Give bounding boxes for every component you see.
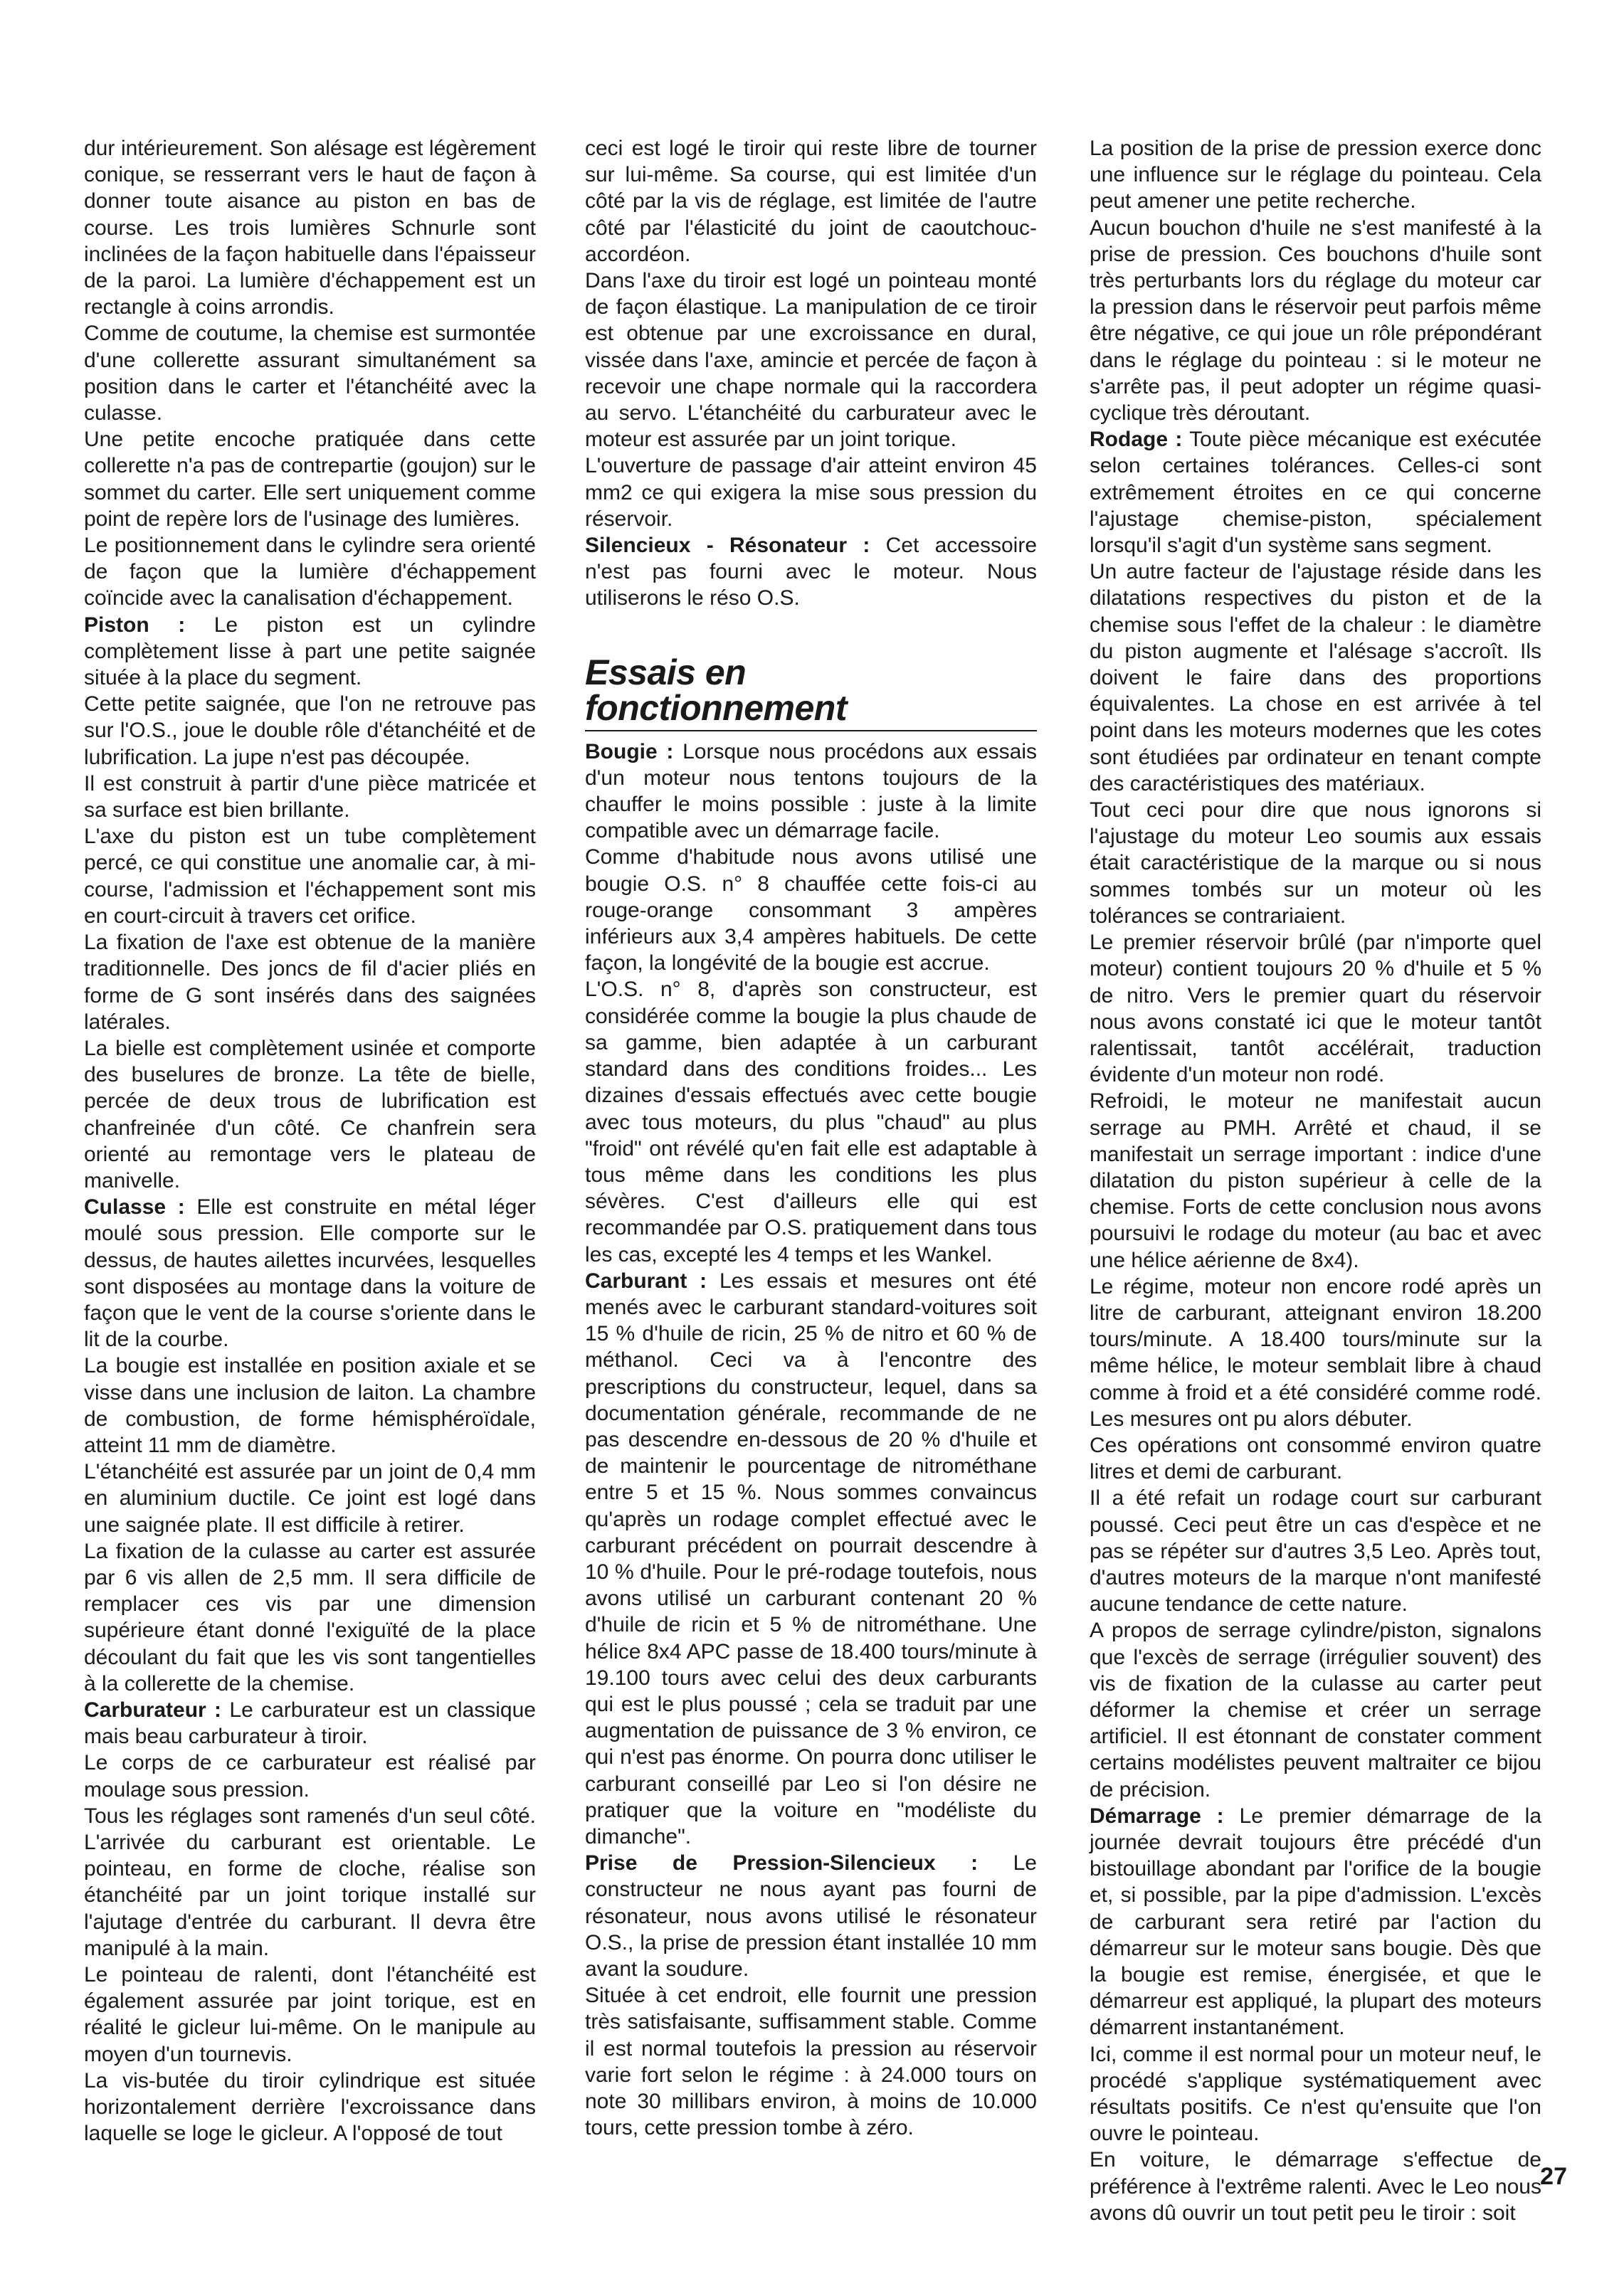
paragraph: Comme d'habitude nous avons utilisé une bougie O.S. n° 8 chauffée cette fois-ci au rouge-orange consommant 3 ampères inférieurs aux 3,4 ampères habituels. De cette façon, la longévité de la bougie est accrue.	[585, 845, 1037, 975]
paragraph-rodage	[1090, 426, 1541, 559]
paragraph-text: Lorsque nous procédons aux essais d'un moteur nous tentons toujours de la chauffer le moins possible : juste à la limite compatible avec un démarrage facile.	[585, 739, 1037, 843]
lead-in-demarrage: Démarrage :	[1090, 1804, 1224, 1828]
paragraph: L'ouverture de passage d'air atteint environ 45 mm2 ce qui exigera la mise sous pression du réservoir.	[585, 454, 1037, 531]
paragraph-piston	[84, 612, 536, 692]
paragraph-carburant	[585, 1268, 1037, 1850]
text-column-3	[1090, 135, 1541, 2226]
paragraph: Un autre facteur de l'ajustage réside dans les dilatations respectives du piston et de la chemise sous l'effet de la chaleur : le diamètre du piston augmente et l'alésage s'accroît. Ils doivent le faire dans des proportions équivalentes. La chose en est arrivée à tel point dans les moteurs modernes que les cotes sont étudiées par ordinateur en tenant compte des caractéristiques des matériaux.	[1090, 560, 1541, 795]
lead-in-silencieux: Silencieux - Résonateur :	[585, 534, 870, 558]
paragraph: Cette petite saignée, que l'on ne retrouve pas sur l'O.S., joue le double rôle d'étanchéité et de lubrification. La jupe n'est pas découpée.	[84, 692, 536, 769]
paragraph-text: Le carburateur est un classique mais beau carburateur à tiroir.	[84, 1698, 536, 1749]
text-column-1	[84, 135, 536, 2147]
paragraph: La position de la prise de pression exerce donc une influence sur le réglage du pointeau. Cela peut amener une petite recherche.	[1090, 137, 1541, 213]
text-column-2	[585, 135, 1037, 2141]
heading-line-2: fonctionnement	[585, 687, 847, 728]
paragraph: La bougie est installée en position axiale et se visse dans une inclusion de laiton. La chambre de combustion, de forme hémisphéroïdale, atteint 11 mm de diamètre.	[84, 1354, 536, 1457]
paragraph: Le pointeau de ralenti, dont l'étanchéité est également assurée par joint torique, est en réalité le gicleur lui-même. On le manipule au moyen d'un tournevis.	[84, 1963, 536, 2066]
lead-in-carburateur: Carburateur :	[84, 1698, 222, 1722]
lead-in-rodage: Rodage :	[1090, 428, 1183, 452]
paragraph: Dans l'axe du tiroir est logé un pointeau monté de façon élastique. La manipulation de ce tiroir est obtenue par une excroissance en dural, vissée dans l'axe, amincie et percée de façon à recevoir une chape normale qui la raccordera au servo. L'étanchéité du carburateur avec le moteur est assurée par un joint torique.	[585, 269, 1037, 452]
paragraph-text: Cet accessoire n'est pas fourni avec le moteur. Nous utiliserons le réso O.S.	[585, 534, 1038, 610]
paragraph: Tout ceci pour dire que nous ignorons si l'ajustage du moteur Leo soumis aux essais était caractéristique de la marque ou si nous sommes tombés sur un moteur où les tolérances se contrariaient.	[1090, 798, 1541, 928]
paragraph-text: Toute pièce mécanique est exécutée selon certaines tolérances. Celles-ci sont extrêmement étroites en ce qui concerne l'ajustage chemise-piston, spécialement lorsqu'il s'agit d'un système sans segment.	[1090, 428, 1542, 558]
paragraph: Il a été refait un rodage court sur carburant poussé. Ceci peut être un cas d'espèce et ne pas se répéter sur d'autres 3,5 Leo. Après tout, d'autres moteurs de la marque n'ont manifesté aucune tendance de cette nature.	[1090, 1486, 1541, 1617]
lead-in-prise-de-pression: Prise de Pression-Silencieux :	[585, 1851, 979, 1876]
heading-line-1: Essais en	[585, 652, 747, 692]
paragraph: La fixation de l'axe est obtenue de la manière traditionnelle. Des joncs de fil d'acier pliés en forme de G sont insérés dans des saignées latérales.	[84, 931, 536, 1034]
paragraph: Tous les réglages sont ramenés d'un seul côté. L'arrivée du carburant est orientable. Le pointeau, en forme de cloche, réalise son étanchéité par un joint torique installé sur l'ajutage d'entrée du carburant. Il devra être manipulé à la main.	[84, 1804, 536, 1960]
paragraph: En voiture, le démarrage s'effectue de préférence à l'extrême ralenti. Avec le Leo nous avons dû ouvrir un tout petit peu le tiroir : soit	[1090, 2148, 1541, 2225]
paragraph-prise-de-pression	[585, 1850, 1037, 1982]
paragraph-text: Elle est construite en métal léger moulé sous pression. Elle comporte sur le dessus, de hautes ailettes incurvées, lesquelles sont disposées au montage dans la voiture de façon que le vent de la course s'oriente dans le lit de la courbe.	[84, 1195, 536, 1352]
page-number: 27	[1540, 2163, 1567, 2190]
paragraph-demarrage	[1090, 1803, 1541, 2041]
paragraph: L'O.S. n° 8, d'après son constructeur, est considérée comme la bougie la plus chaude de sa gamme, bien adaptée à un carburant standard dans des conditions froides... Les dizaines d'essais effectués avec cette bougie avec tous moteurs, du plus "chaud" au plus "froid" ont révélé qu'en fait elle est adaptable à tous même dans les conditions les plus sévères. C'est d'ailleurs elle qui est recommandée par O.S. pratiquement dans tous les cas, excepté les 4 temps et les Wankel.	[585, 978, 1037, 1266]
paragraph: Comme de coutume, la chemise est surmontée d'une collerette assurant simultanément sa position dans le carter et l'étanchéité avec la culasse.	[84, 322, 536, 425]
paragraph: L'axe du piston est un tube complètement percé, ce qui constitue une anomalie car, à mi-course, l'admission et l'échappement sont mis en court-circuit à travers cet orifice.	[84, 825, 536, 928]
paragraph: La vis-butée du tiroir cylindrique est située horizontalement derrière l'excroissance dans laquelle se loge le gicleur. A l'opposé de tout	[84, 2068, 536, 2146]
paragraph: Le régime, moteur non encore rodé après un litre de carburant, atteignant environ 18.200 tours/minute. A 18.400 tours/minute sur la même hélice, le moteur semblait libre à chaud comme à froid et a été considéré comme rodé. Les mesures ont pu alors débuter.	[1090, 1274, 1541, 1431]
lead-in-carburant: Carburant :	[585, 1269, 707, 1293]
paragraph-text: Le piston est un cylindre complètement lisse à part une petite saignée située à la place du segment.	[84, 613, 536, 690]
paragraph: Refroidi, le moteur ne manifestait aucun serrage au PMH. Arrêté et chaud, il se manifestait un serrage important : indice d'une dilatation du piston supérieur à celle de la chemise. Forts de cette conclusion nous avons poursuivi le rodage du moteur (au bac et avec une hélice aérienne de 8x4).	[1090, 1089, 1541, 1272]
paragraph: Située à cet endroit, elle fournit une pression très satisfaisante, suffisamment stable. Comme il est normal toutefois la pression au réservoir varie fort selon le régime : à 24.000 tours on note 30 millibars environ, à moins de 10.000 tours, cette pression tombe à zéro.	[585, 1984, 1037, 2140]
section-heading	[585, 652, 1037, 731]
lead-in-piston: Piston :	[84, 613, 186, 637]
paragraph: Aucun bouchon d'huile ne s'est manifesté à la prise de pression. Ces bouchons d'huile sont très perturbants lors du réglage du moteur car la pression dans le réservoir peut parfois même être négative, ce qui joue un rôle prépondérant dans le réglage du pointeau : si le moteur ne s'arrête pas, il peut adopter un régime quasi-cyclique très déroutant.	[1090, 216, 1541, 425]
paragraph: Une petite encoche pratiquée dans cette collerette n'a pas de contrepartie (goujon) sur le sommet du carter. Elle sert uniquement comme point de repère lors de l'usinage des lumières.	[84, 428, 536, 531]
paragraph-text: Les essais et mesures ont été menés avec le carburant standard-voitures soit 15 % d'huile de ricin, 25 % de nitro et 60 % de méthanol. Ceci va à l'encontre des prescriptions du constructeur, lequel, dans sa documentation générale, recommande de ne pas descendre en-dessous de 20 % d'huile et de maintenir le pourcentage de nitrométhane entre 5 et 15 %. Nous sommes convaincus qu'après un rodage complet effectué avec le carburant précédent on pourrait descendre à 10 % d'huile. Pour le pré-rodage toutefois, nous avons utilisé un carburant contenant 20 % d'huile de ricin et 5 % de nitrométhane. Une hélice 8x4 APC passe de 18.400 tours/minute à 19.100 tours avec celui des deux carburants qui est le plus poussé ; cela se traduit par une augmentation de puissance de 3 % environ, ce qui n'est pas énorme. On pourra donc utiliser le carburant conseillé par Leo si l'on désire ne pratiquer que la voiture en "modéliste du dimanche".	[585, 1269, 1037, 1848]
paragraph: L'étanchéité est assurée par un joint de 0,4 mm en aluminium ductile. Ce joint est logé dans une saignée plate. Il est difficile à retirer.	[84, 1460, 536, 1537]
paragraph-carburateur	[84, 1697, 536, 1750]
paragraph: dur intérieurement. Son alésage est légèrement conique, se resserrant vers le haut de façon à donner toute aisance au piston en bas de course. Les trois lumières Schnurle sont inclinées de la façon habituelle dans l'épaisseur de la paroi. La lumière d'échappement est un rectangle à coins arrondis.	[84, 137, 536, 319]
paragraph-text: Le premier démarrage de la journée devrait toujours être précédé d'un bistouillage abondant par l'orifice de la bougie et, si possible, par la pipe d'admission. L'excès de carburant sera retiré par l'action du démarreur sur le moteur sans bougie. Dès que la bougie est remise, énergisée, et que le démarreur est appliqué, la plupart des moteurs démarrent instantanément.	[1090, 1804, 1542, 2040]
paragraph-silencieux	[585, 532, 1037, 612]
paragraph: Le positionnement dans le cylindre sera orienté de façon que la lumière d'échappement coïncide avec la canalisation d'échappement.	[84, 534, 536, 610]
paragraph-bougie	[585, 739, 1037, 845]
paragraph: Ces opérations ont consommé environ quatre litres et demi de carburant.	[1090, 1433, 1541, 1484]
paragraph: Il est construit à partir d'une pièce matricée et sa surface est bien brillante.	[84, 771, 536, 822]
paragraph: Le premier réservoir brûlé (par n'importe quel moteur) contient toujours 20 % d'huile et 5 % de nitro. Vers le premier quart du réservoir nous avons constaté ici que le moteur tantôt ralentissait, tantôt accélérait, traduction évidente d'un moteur non rodé.	[1090, 931, 1541, 1087]
paragraph: Ici, comme il est normal pour un moteur neuf, le procédé s'applique systématiquement avec résultats positifs. Ce n'est qu'ensuite que l'on ouvre le pointeau.	[1090, 2042, 1541, 2146]
paragraph: ceci est logé le tiroir qui reste libre de tourner sur lui-même. Sa course, qui est limitée d'un côté par la vis de réglage, est limitée de l'autre côté par l'élasticité du joint de caoutchouc-accordéon.	[585, 137, 1037, 266]
paragraph: Le corps de ce carburateur est réalisé par moulage sous pression.	[84, 1751, 536, 1802]
paragraph: La bielle est complètement usinée et comporte des buselures de bronze. La tête de bielle, percée de deux trous de lubrification est chanfreinée d'un côté. Ce chanfrein sera orienté au remontage vers le plateau de manivelle.	[84, 1036, 536, 1192]
lead-in-bougie: Bougie :	[585, 739, 674, 763]
lead-in-culasse: Culasse :	[84, 1195, 185, 1220]
paragraph: A propos de serrage cylindre/piston, signalons que l'excès de serrage (irrégulier souvent) des vis de fixation de la culasse au carter peut déformer la chemise et créer un serrage artificiel. Il est étonnant de constater comment certains modélistes peuvent maltraiter ce bijou de précision.	[1090, 1619, 1541, 1802]
paragraph: La fixation de la culasse au carter est assurée par 6 vis allen de 2,5 mm. Il sera difficile de remplacer ces vis par une dimension supérieure étant donné l'exiguïté de la place découlant du fait que les vis sont tangentielles à la collerette de la chemise.	[84, 1539, 536, 1695]
paragraph-culasse	[84, 1194, 536, 1353]
paragraph-text: Le constructeur ne nous ayant pas fourni de résonateur, nous avons utilisé le résonateur O.S., la prise de pression étant installée 10 mm avant la soudure.	[585, 1851, 1037, 1981]
